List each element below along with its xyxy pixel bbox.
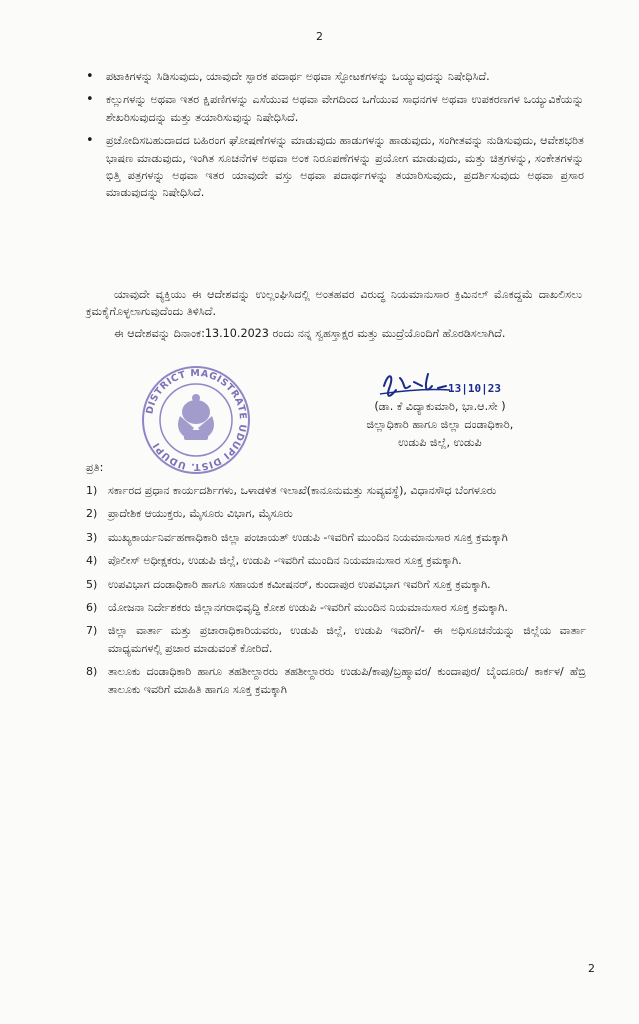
state-emblem-icon xyxy=(178,394,214,440)
signatory-block xyxy=(300,398,580,452)
prohibition-list xyxy=(84,68,584,208)
seal-text: DISTRICT MAGISTRATE UDUPI DIST. UDUPI xyxy=(144,367,249,473)
copy-number: 3) xyxy=(86,530,98,544)
copy-text: ಯೋಜನಾ ನಿರ್ದೇಶಕರು ಜಿಲ್ಲಾನಗರಾಭಿವೃದ್ಧಿ ಕೋಶ ಉಡುಪಿ -ಇವರಿಗೆ ಮುಂದಿನ ನಿಯಮಾನುಸಾರ ಸೂಕ್ತ ಕ್ರಮಕ್ಕಾಗಿ. xyxy=(108,601,508,615)
page-number-top: 2 xyxy=(316,30,323,43)
prohibition-item: • ಪಟಾಕಿಗಳನ್ನು ಸಿಡಿಸುವುದು, ಯಾವುದೇ ಸ್ಫಾರಕ ಪದಾರ್ಥ ಅಥವಾ ಸ್ಫೋಟಕಗಳನ್ನು ಒಯ್ಯುವುದನ್ನು ನಿಷೇಧಿಸಿದೆ. xyxy=(84,68,584,85)
copy-number: 6) xyxy=(86,601,98,615)
signature-date: 13|10|23 xyxy=(448,382,501,395)
signatory-name: (ಡಾ. ಕೆ ವಿದ್ಯಾಕುಮಾರಿ, ಭಾ.ಆ.ಸೇ ) xyxy=(374,400,506,413)
copy-item xyxy=(86,529,586,546)
page-number-bottom: 2 xyxy=(588,962,595,975)
copy-item xyxy=(86,599,586,616)
issued-paragraph: ಈ ಆದೇಶವನ್ನು ದಿನಾಂಕ:13.10.2023 ರಂದು ನನ್ನ ಸ್ವಹಸ್ತಾಕ್ಷರ ಮತ್ತು ಮುದ್ರೆಯೊಂದಿಗೆ ಹೊರಡಿಸಲಾಗಿದೆ. xyxy=(114,327,506,340)
copies-list xyxy=(86,482,586,704)
signatory-designation: ಜಿಲ್ಲಾಧಿಕಾರಿ ಹಾಗೂ ಜಿಲ್ಲಾ ದಂಡಾಧಿಕಾರಿ, xyxy=(366,418,514,431)
copy-number: 4) xyxy=(86,554,98,568)
copy-text: ಪೊಲೀಸ್ ಅಧೀಕ್ಷಕರು, ಉಡುಪಿ ಜಿಲ್ಲೆ, ಉಡುಪಿ -ಇವರಿಗೆ ಮುಂದಿನ ನಿಯಮಾನುಸಾರ ಸೂಕ್ತ ಕ್ರಮಕ್ಕಾಗಿ. xyxy=(108,554,462,568)
copy-item xyxy=(86,482,586,499)
copy-text: ಸರ್ಕಾರದ ಪ್ರಧಾನ ಕಾರ್ಯದರ್ಶಿಗಳು, ಒಳಾಡಳಿತ ಇಲಾಖೆ(ಕಾನೂನುಮತ್ತು ಸುವ್ಯವಸ್ಥೆ), ವಿಧಾನಸೌಧ ಬೆಂಗಳೂರು xyxy=(108,484,497,497)
copy-number: 2) xyxy=(86,507,98,521)
prohibition-item: • ಪ್ರಚೋದಿಸಬಹುದಾದದ ಬಹಿರಂಗ ಘೋಷಣೆಗಳನ್ನು ಮಾಡುವುದು ಹಾಡುಗಳನ್ನು ಹಾಡುವುದು, ಸಂಗೀತವನ್ನು ನುಡಿಸುವುದು, ಆವೇಶಭರಿತ ಭಾಷಣ ಮಾಡುವುದು, ಇಂಗಿತ ಸೂಚನೆಗಳ ಅಥವಾ ಅಂಕ ನಿರೂಪಣೆಗಳನ್ನು ಪ್ರಯೋಗ ಮಾಡುವುದು, ಮತ್ತು ಚಿತ್ರಗಳನ್ನು, ಸಂಕೇತಗಳನ್ನು ಭಿತ್ತಿ ಪತ್ರಗಳನ್ನು ಅಥವಾ ಇತರ ಯಾವುದೇ ವಸ್ತು ಅಥವಾ ಪದಾರ್ಥಗಳನ್ನು ತಯಾರಿಸುವುದು, ಪ್ರದರ್ಶಿಸುವುದು ಅಥವಾ ಪ್ರಸಾರ ಮಾಡುವುದನ್ನು ನಿಷೇಧಿಸಿದೆ. xyxy=(84,132,584,202)
copy-text: ಪ್ರಾದೇಶಿಕ ಆಯುಕ್ತರು, ಮೈಸೂರು ವಿಭಾಗ, ಮೈಸೂರು xyxy=(108,507,293,521)
signatory-place: ಉಡುಪಿ ಜಿಲ್ಲೆ, ಉಡುಪಿ xyxy=(398,436,482,449)
copy-number: 8) xyxy=(86,665,98,679)
copy-item xyxy=(86,663,586,698)
district-magistrate-seal xyxy=(140,364,252,476)
copy-item xyxy=(86,622,586,657)
copy-text: ತಾಲೂಕು ದಂಡಾಧಿಕಾರಿ ಹಾಗೂ ತಹಶೀಲ್ದಾರರು ತಹಶೀಲ್ದಾರರು ಉಡುಪಿ/ಕಾಪು/ಬ್ರಹ್ಮಾವರ/ ಕುಂದಾಪುರ/ ಬೈಂದೂರು/ ಕಾರ್ಕಳ/ ಹೆಬ್ರಿ ತಾಲೂಕು ಇವರಿಗೆ ಮಾಹಿತಿ ಹಾಗೂ ಸೂಕ್ತ ಕ್ರಮಕ್ಕಾಗಿ xyxy=(108,665,586,696)
copy-text: ಜಿಲ್ಲಾ ವಾರ್ತಾ ಮತ್ತು ಪ್ರಚಾರಾಧಿಕಾರಿಯವರು, ಉಡುಪಿ ಜಿಲ್ಲೆ, ಉಡುಪಿ ಇವರಿಗೆ/- ಈ ಅಧಿಸೂಚನೆಯನ್ನು ಜಿಲ್ಲೆಯ ವಾರ್ತಾ ಮಾಧ್ಯಮಗಳಲ್ಲಿ ಪ್ರಚಾರ ಮಾಡುವಂತೆ ಕೋರಿದೆ. xyxy=(108,624,586,655)
copy-item xyxy=(86,576,586,593)
violation-paragraph: ಯಾವುದೇ ವ್ಯಕ್ತಿಯು ಈ ಆದೇಶವನ್ನು ಉಲ್ಲಂಘಿಸಿದಲ್ಲಿ ಅಂತಹವರ ವಿರುದ್ಧ ನಿಯಮಾನುಸಾರ ಕ್ರಿಮಿನಲ್ ಮೊಕದ್ದಮೆ ದಾಖಲಿಸಲು ಕ್ರಮಕೈಗೊಳ್ಳಲಾಗುವುದೆಂದು ತಿಳಿಸಿದೆ. xyxy=(86,288,582,319)
copy-item xyxy=(86,552,586,569)
copy-number: 7) xyxy=(86,624,98,638)
prohibition-item: • ಕಲ್ಲುಗಳನ್ನು ಅಥವಾ ಇತರ ಕ್ಷಿಪಣಿಗಳನ್ನು ಎಸೆಯುವ ಅಥವಾ ವೇಗದಿಂದ ಒಗೆಯುವ ಸಾಧನಗಳ ಅಥವಾ ಉಪಕರಣಗಳ ಒಯ್ಯುವಿಕೆಯನ್ನು ಶೇಖರಿಸುವುದನ್ನು ಮತ್ತು ತಯಾರಿಸುವುನ್ನು ನಿಷೇಧಿಸಿದೆ. xyxy=(84,91,584,126)
copy-number: 1) xyxy=(86,484,98,497)
copy-number: 5) xyxy=(86,577,98,591)
copy-text: ಉಪವಿಭಾಗ ದಂಡಾಧಿಕಾರಿ ಹಾಗೂ ಸಹಾಯಕ ಕಮೀಷನರ್, ಕುಂದಾಪುರ ಉಪವಿಭಾಗ ಇವರಿಗೆ ಸೂಕ್ತ ಕ್ರಮಕ್ಕಾಗಿ. xyxy=(108,577,491,591)
copy-text: ಮುಖ್ಯಕಾರ್ಯನಿರ್ವಹಣಾಧಿಕಾರಿ ಜಿಲ್ಲಾ ಪಂಚಾಯತ್ ಉಡುಪಿ -ಇವರಿಗೆ ಮುಂದಿನ ನಿಯಮಾನುಸಾರ ಸೂಕ್ತ ಕ್ರಮಕ್ಕಾಗಿ xyxy=(108,530,508,544)
copy-item xyxy=(86,505,586,522)
copies-heading: ಪ್ರತಿ: xyxy=(86,461,104,474)
